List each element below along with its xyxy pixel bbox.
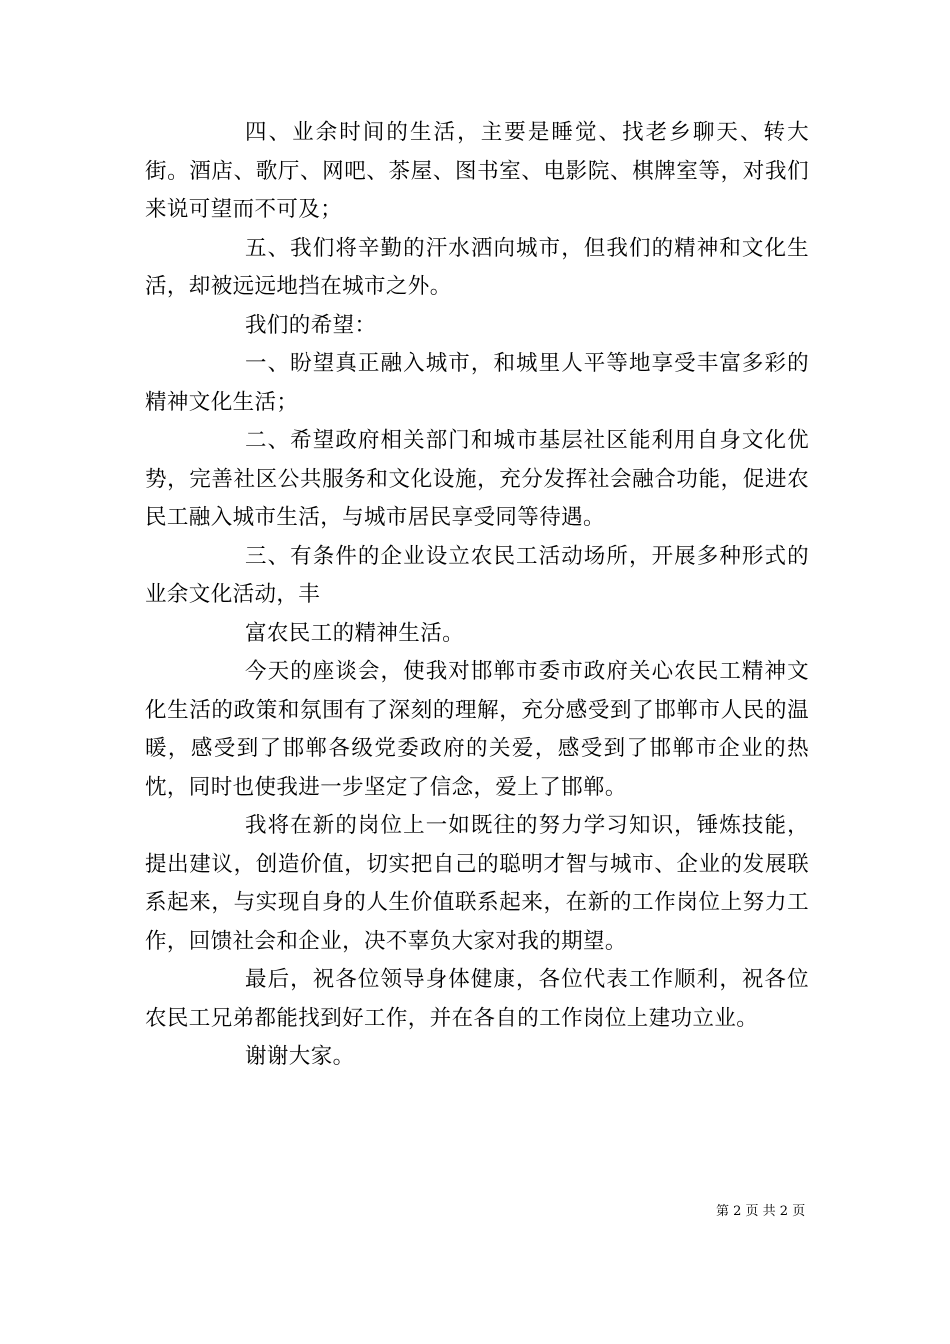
paragraph-thanks: 谢谢大家。 bbox=[245, 1044, 355, 1069]
paragraph-closing-wishes: 最后，祝各位领导身体健康，各位代表工作顺利，祝各位农民工兄弟都能找到好工作，并在各自的工作岗位上建功立业。 bbox=[145, 967, 809, 1031]
paragraph-hope-two: 二、希望政府相关部门和城市基层社区能利用自身文化优势，完善社区公共服务和文化设施，充分发挥社会融合功能，促进农民工融入城市生活，与城市居民享受同等待遇。 bbox=[145, 428, 809, 530]
page-number-footer: 第 2 页 共 2 页 bbox=[716, 1204, 806, 1219]
paragraph-culture-excluded: 五、我们将辛勤的汗水洒向城市，但我们的精神和文化生活，却被远远地挡在城市之外。 bbox=[145, 235, 809, 299]
paragraph-commitment: 我将在新的岗位上一如既往的努力学习知识，锤炼技能，提出建议，创造价值，切实把自己的聪明才智与城市、企业的发展联系起来，与实现自身的人生价值联系起来，在新的工作岗位上努力工作，回馈社会和企业，决不辜负大家对我的期望。 bbox=[145, 813, 809, 954]
paragraph-leisure-life: 四、业余时间的生活，主要是睡觉、找老乡聊天、转大街。酒店、歌厅、网吧、茶屋、图书室、电影院、棋牌室等，对我们来说可望而不可及； bbox=[145, 120, 809, 222]
paragraph-hopes-heading: 我们的希望： bbox=[245, 312, 377, 338]
paragraph-forum-reflection: 今天的座谈会，使我对邯郸市委市政府关心农民工精神文化生活的政策和氛围有了深刻的理解，充分感受到了邯郸市人民的温暖，感受到了邯郸各级党委政府的关爱，感受到了邯郸市企业的热忱，同时也使我进一步坚定了信念，爱上了邯郸。 bbox=[145, 659, 809, 800]
paragraph-hope-three-continued: 富农民工的精神生活。 bbox=[245, 620, 465, 646]
paragraph-hope-three: 三、有条件的企业设立农民工活动场所，开展多种形式的业余文化活动，丰 bbox=[145, 543, 809, 607]
paragraph-hope-one: 一、盼望真正融入城市，和城里人平等地享受丰富多彩的精神文化生活； bbox=[145, 351, 809, 415]
document-body bbox=[145, 114, 809, 1077]
